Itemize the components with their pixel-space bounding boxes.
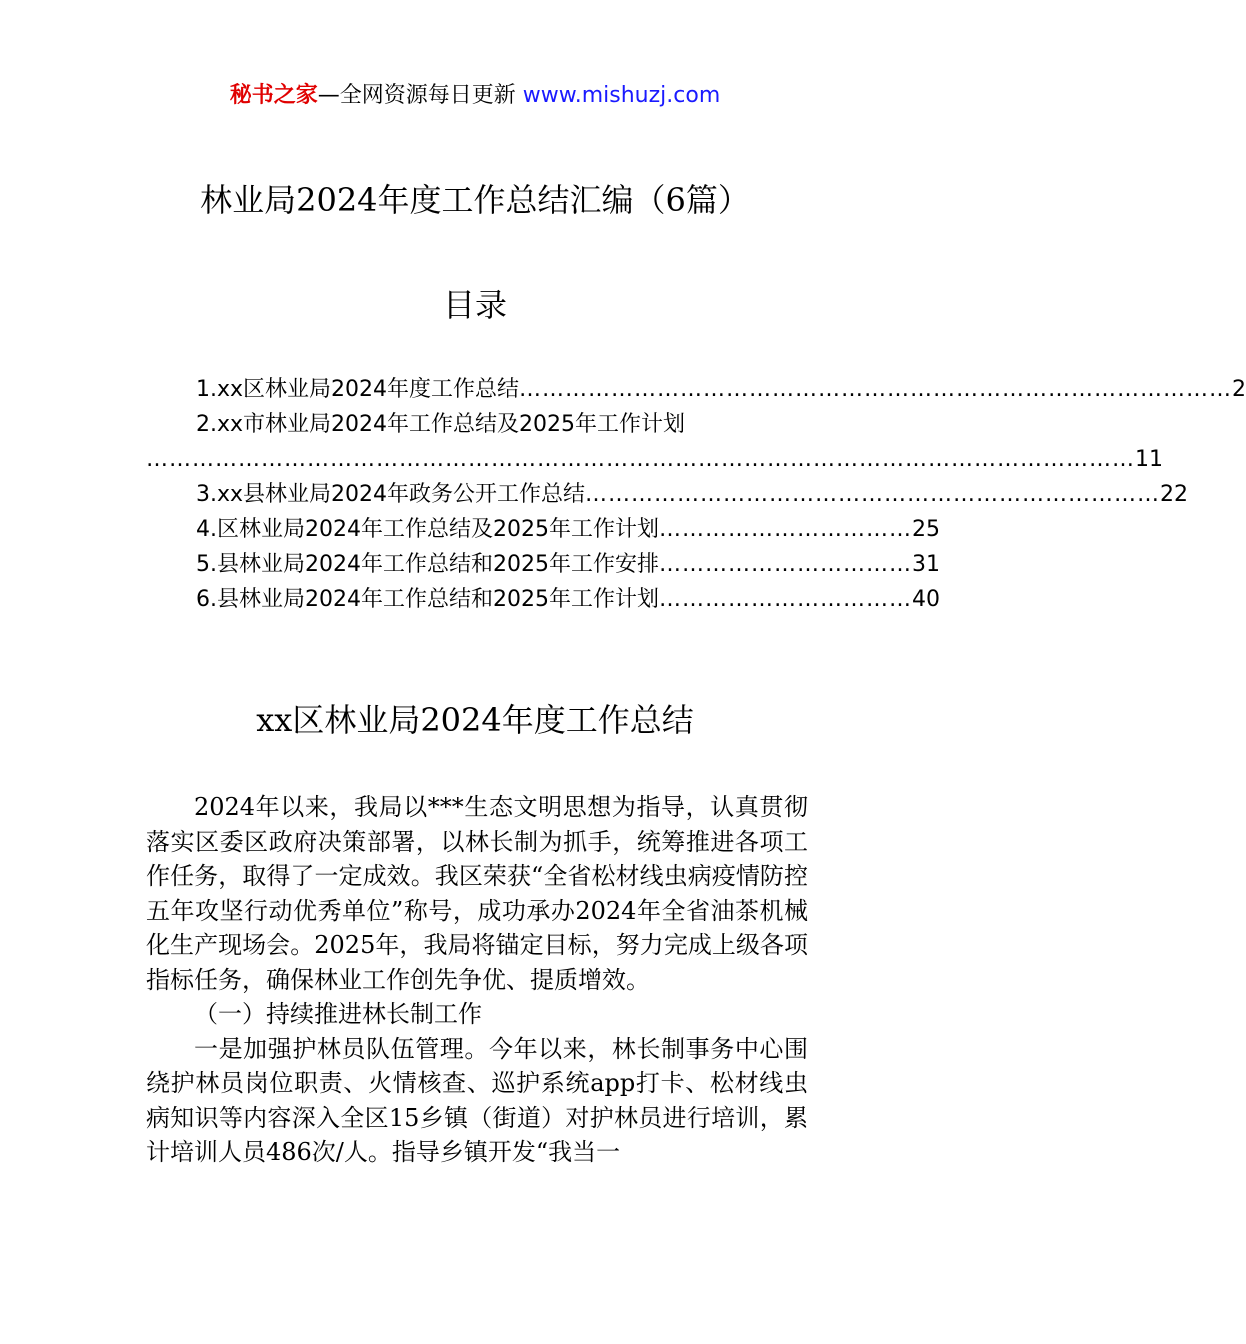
section-body <box>146 790 808 1170</box>
document-title: 林业局2024年度工作总结汇编（6篇） <box>200 181 750 219</box>
toc-leader-dots: ………………………………………………………………………………… <box>519 377 1233 402</box>
toc-entry-page: 2 <box>1232 377 1246 402</box>
toc-leader-dots: ………………………………………………………………………………………………………………… <box>146 447 1135 472</box>
banner-brand: 秘书之家 <box>229 83 318 108</box>
subheading: （一）持续推进林长制工作 <box>194 1000 482 1028</box>
table-of-contents <box>146 372 1246 617</box>
toc-leader-dots: ………………………………………………………………… <box>585 482 1161 507</box>
toc-leader-dots: …………………………… <box>658 552 912 577</box>
toc-leader-dots: …………………………… <box>658 587 912 612</box>
toc-entry-label: 5.县林业局2024年工作总结和2025年工作安排 <box>196 552 659 577</box>
toc-heading: 目录 <box>442 286 507 324</box>
toc-entry-label: 1.xx区林业局2024年度工作总结 <box>196 377 520 402</box>
section-title: xx区林业局2024年度工作总结 <box>256 701 694 739</box>
banner-tagline: —全网资源每日更新 <box>317 83 523 108</box>
toc-entry-1[interactable] <box>146 372 1246 407</box>
banner-url-link[interactable]: www.mishuzj.com <box>522 83 721 108</box>
body-paragraph: 2024年以来，我局以***生态文明思想为指导，认真贯彻落实区委区政府决策部署，以林长制为抓手，统筹推进各项工作任务，取得了一定成效。我区荣获“全省松材线虫病疫情防控五年攻坚行动优秀单位”称号，成功承办2024年全省油茶机械化生产现场会。2025年，我局将锚定目标，努力完成上级各项指标任务，确保林业工作创先争优、提质增效。 <box>146 793 808 994</box>
toc-entry-label: 2.xx市林业局2024年工作总结及2025年工作计划 <box>196 412 686 437</box>
site-banner <box>0 80 950 112</box>
toc-entry-label: 3.xx县林业局2024年政务公开工作总结 <box>196 482 586 507</box>
toc-entry-2-continuation[interactable] <box>146 442 1163 477</box>
toc-entry-page: 31 <box>911 552 940 577</box>
toc-entry-page: 40 <box>911 587 940 612</box>
toc-entry-label: 4.区林业局2024年工作总结及2025年工作计划 <box>196 517 659 542</box>
toc-entry-5[interactable] <box>146 547 940 582</box>
toc-entry-4[interactable] <box>146 512 940 547</box>
toc-entry-6[interactable] <box>146 582 940 617</box>
toc-entry-page: 22 <box>1160 482 1189 507</box>
toc-entry-label: 6.县林业局2024年工作总结和2025年工作计划 <box>196 587 659 612</box>
body-paragraph: 一是加强护林员队伍管理。今年以来，林长制事务中心围绕护林员岗位职责、火情核查、巡护系统app打卡、松材线虫病知识等内容深入全区15乡镇（街道）对护林员进行培训，累计培训人员486次/人。指导乡镇开发“我当一 <box>146 1034 808 1166</box>
toc-entry-2[interactable] <box>146 407 806 442</box>
toc-entry-3[interactable] <box>146 477 1189 512</box>
toc-entry-page: 11 <box>1135 447 1163 472</box>
toc-entry-page: 25 <box>911 517 940 542</box>
toc-leader-dots: …………………………… <box>658 517 912 542</box>
